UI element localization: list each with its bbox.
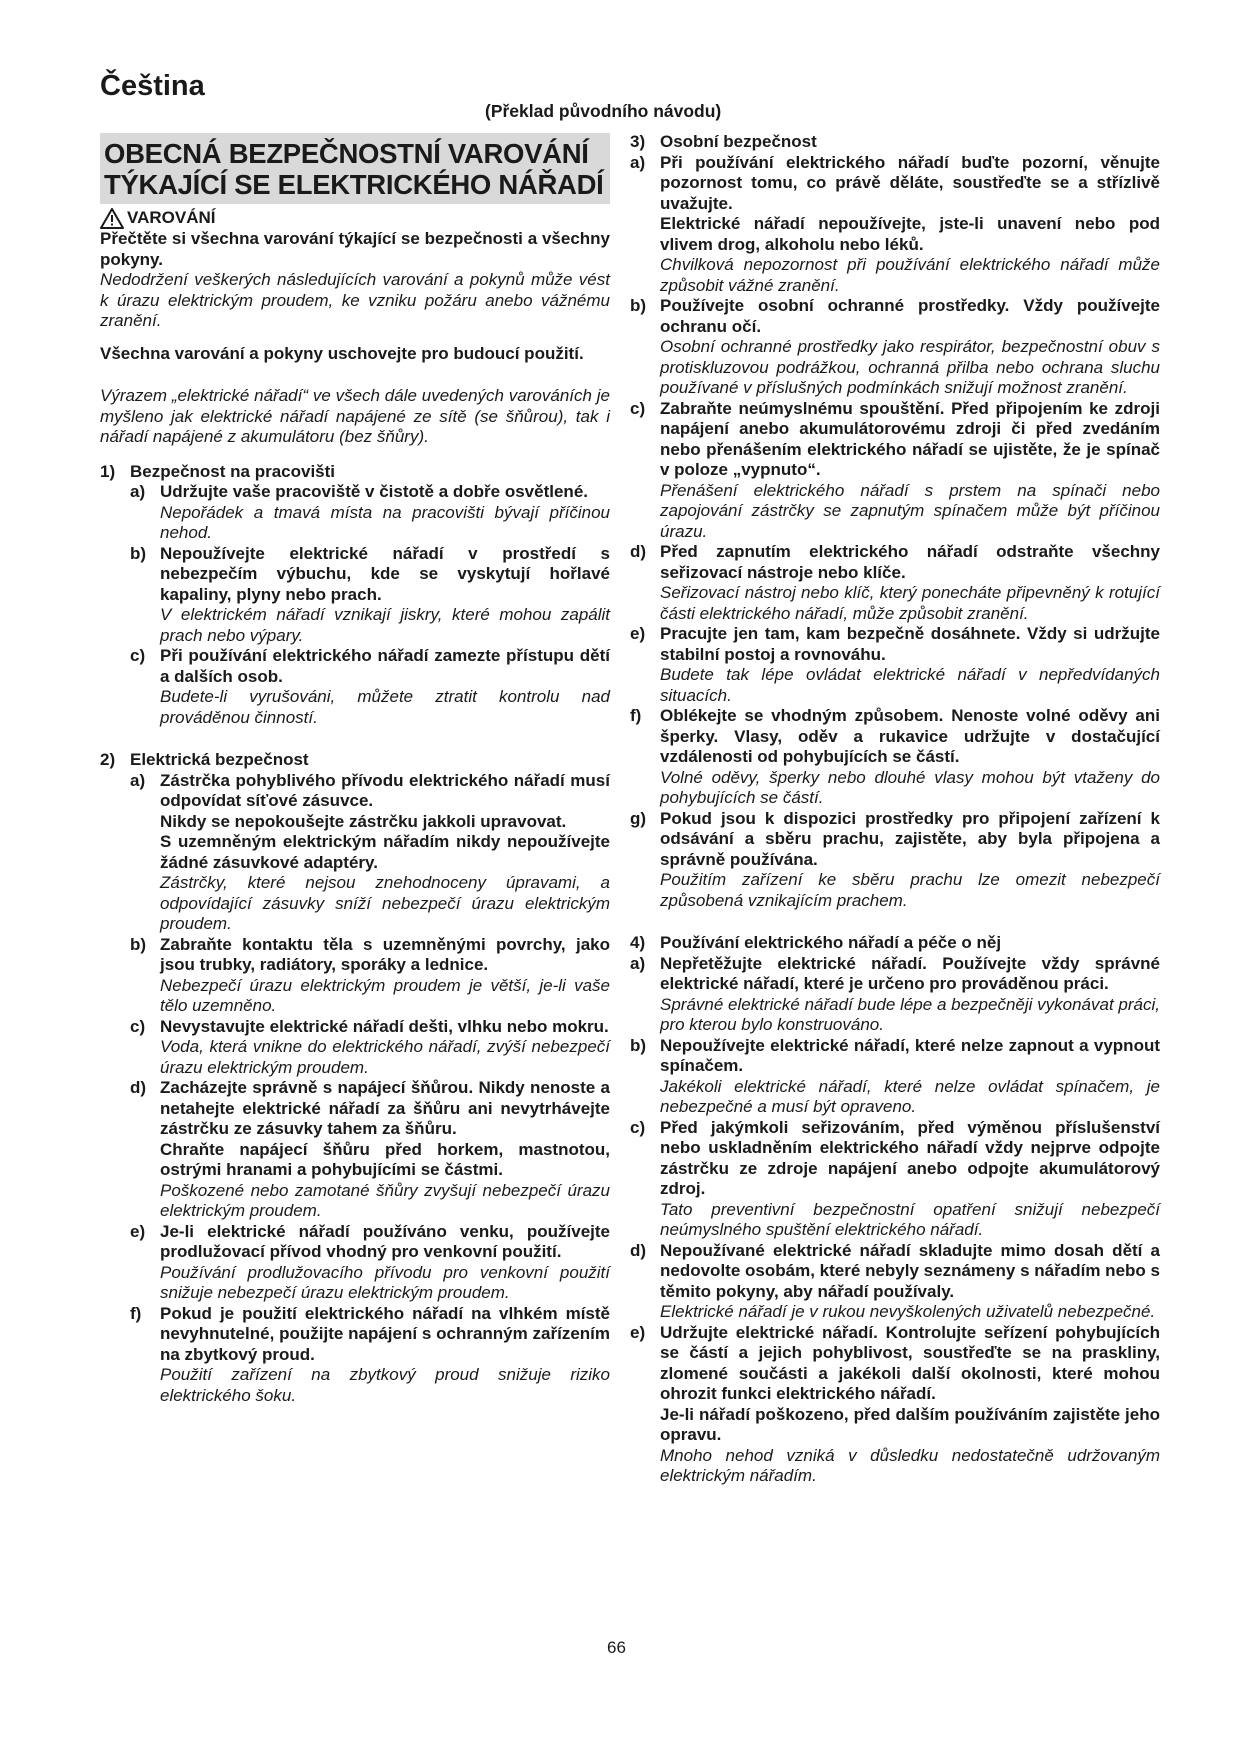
section-title: Používání elektrického nářadí a péče o něj	[660, 933, 1002, 952]
item-rule: Před zapnutím elektrického nářadí odstraňte všechny seřizovací nástroje nebo klíče.	[660, 542, 1160, 582]
item-letter: b)	[130, 934, 147, 954]
item-explanation: Nepořádek a tmavá místa na pracovišti bývají příčinou nehod.	[160, 502, 610, 542]
section-title: Bezpečnost na pracovišti	[130, 461, 336, 481]
item-explanation: Mnoho nehod vzniká v důsledku nedostatečně udržovaným elektrickým nářadím.	[660, 1445, 1160, 1485]
item-explanation: Používání prodlužovacího přívodu pro venkovní použití snižuje nebezpečí úrazu elektrickým proudem.	[160, 1262, 610, 1302]
item-explanation: Poškozené nebo zamotané šňůry zvyšují nebezpečí úrazu elektrickým proudem.	[160, 1180, 610, 1220]
item-rule-2: Chraňte napájecí šňůru před horkem, mastnotou, ostrými hranami a pohybujícími se částmi.	[160, 1139, 610, 1179]
list-item	[630, 624, 1160, 706]
item-rule: Je-li elektrické nářadí používáno venku, používejte prodlužovací přívod vhodný pro venkovní použití.	[160, 1221, 610, 1261]
item-explanation: Osobní ochranné prostředky jako respirátor, bezpečnostní obuv s protiskluzovou podrážkou, ochranná přilba nebo ochrana sluchu používané v příslušných podmínkách snižují možnost zranění.	[660, 337, 1160, 397]
warning-triangle-icon	[100, 208, 124, 229]
item-rule: Zacházejte správně s napájecí šňůrou. Nikdy nenoste a netahejte elektrické nářadí za šňůru ani nevytrhávejte zástrčku ze zásuvky tahem za šňůru.	[160, 1078, 610, 1138]
item-letter: c)	[130, 646, 146, 665]
item-letter: f)	[130, 1303, 142, 1323]
warning-consequence: Nedodržení veškerých následujících varování a pokynů může vést k úrazu elektrickým proudem, ke vzniku požáru anebo vážnému zranění.	[100, 270, 610, 330]
item-rule: Nepoužívané elektrické nářadí skladujte mimo dosah dětí a nedovolte osobám, které nebyly seznámeny s nářadím nebo s těmito pokyny, aby nářadí používaly.	[660, 1240, 1160, 1301]
item-explanation: Seřizovací nástroj nebo klíč, který ponecháte připevněný k rotující části elektrického nářadí, může způsobit zranění.	[660, 583, 1160, 623]
item-letter: b)	[630, 296, 647, 315]
warning-heading	[100, 208, 610, 229]
section-personal-safety	[630, 132, 1160, 911]
item-explanation: Správné elektrické nářadí bude lépe a bezpečněji vykonávat práci, pro kterou bylo konstruováno.	[660, 994, 1160, 1034]
item-explanation: Použitím zařízení ke sběru prachu lze omezit nebezpečí způsobená vznikajícím prachem.	[660, 870, 1160, 910]
item-explanation: Elektrické nářadí je v rukou nevyškolených uživatelů nebezpečné.	[660, 1302, 1156, 1321]
item-explanation: Použití zařízení na zbytkový proud snižuje riziko elektrického šoku.	[160, 1365, 610, 1405]
item-rule: Zabraňte neúmyslnému spouštění. Před připojením ke zdroji napájení anebo akumulátorovému zdroji či před zvedáním nebo přenášením elektrického nářadí se ujistěte, že je spínač v poloze „vypnuto“.	[660, 398, 1160, 479]
item-explanation: Volné oděvy, šperky nebo dlouhé vlasy mohou být vtaženy do pohybujících se částí.	[660, 767, 1160, 807]
language-heading: Čeština	[100, 70, 205, 102]
item-letter: a)	[630, 953, 646, 973]
list-item	[630, 153, 1160, 297]
item-rule-3: S uzemněným elektrickým nářadím nikdy nepoužívejte žádné zásuvkové adaptéry.	[160, 832, 610, 872]
item-letter: f)	[630, 706, 642, 725]
list-item	[630, 1036, 1160, 1118]
item-explanation: Chvilková nepozornost při používání elektrického nářadí může způsobit vážné zranění.	[660, 255, 1160, 295]
item-rule: Udržujte vaše pracoviště v čistotě a dobře osvětlené.	[160, 482, 588, 501]
list-item	[630, 706, 1160, 809]
item-letter: d)	[630, 542, 647, 561]
item-rule: Při používání elektrického nářadí zamezte přístupu dětí a dalších osob.	[160, 646, 610, 686]
item-explanation: Nebezpečí úrazu elektrickým proudem je větší, je-li vaše tělo uzemněno.	[160, 975, 610, 1015]
section-number: 3)	[630, 132, 646, 151]
item-letter: d)	[630, 1240, 647, 1260]
list-item	[630, 1241, 1160, 1323]
section-number: 1)	[100, 461, 116, 481]
item-letter: a)	[130, 482, 146, 501]
list-item	[630, 1323, 1160, 1487]
section-tool-use-care	[630, 933, 1160, 1487]
item-rule-2: Je-li nářadí poškozeno, před dalším používáním zajistěte jeho opravu.	[660, 1404, 1160, 1444]
section-number: 2)	[100, 750, 116, 769]
item-rule: Pracujte jen tam, kam bezpečně dosáhnete. Vždy si udržujte stabilní postoj a rovnováhu.	[660, 624, 1160, 664]
item-letter: a)	[130, 770, 146, 790]
item-explanation: Budete tak lépe ovládat elektrické nářadí v nepředvídaných situacích.	[660, 665, 1160, 705]
list-item	[630, 542, 1160, 624]
list-item	[100, 1017, 610, 1079]
warning-read-all: Přečtěte si všechna varování týkající se bezpečnosti a všechny pokyny.	[100, 229, 610, 269]
list-item	[630, 809, 1160, 912]
item-letter: a)	[630, 152, 646, 172]
list-item	[100, 935, 610, 1017]
item-rule: Používejte osobní ochranné prostředky. Vždy používejte ochranu očí.	[660, 296, 1160, 336]
section-electrical-safety	[100, 750, 610, 1406]
item-explanation: Přenášení elektrického nářadí s prstem na spínači nebo zapojování zástrčky se zapnutým spínačem může být příčinou úrazu.	[660, 480, 1160, 541]
item-rule: Nepřetěžujte elektrické nářadí. Používejte vždy správné elektrické nářadí, které je určeno pro prováděnou práci.	[660, 953, 1160, 993]
warning-keep: Všechna varování a pokyny uschovejte pro budoucí použití.	[100, 343, 584, 363]
item-rule: Nevystavujte elektrické nářadí dešti, vlhku nebo mokru.	[160, 1016, 609, 1036]
item-letter: c)	[630, 1117, 646, 1137]
item-letter: e)	[630, 624, 646, 643]
item-rule: Před jakýmkoli seřizováním, před výměnou příslušenství nebo uskladněním elektrického nářadí vždy nejprve odpojte zástrčku ze zdroje napájení anebo odpojte akumulátorový zdroj.	[660, 1117, 1160, 1198]
item-letter: b)	[630, 1035, 647, 1055]
item-explanation: Tato preventivní bezpečnostní opatření snižují nebezpečí neúmyslného spuštění elektrického nářadí.	[660, 1199, 1160, 1239]
list-item	[630, 1118, 1160, 1241]
item-explanation: Budete-li vyrušováni, můžete ztratit kontrolu nad prováděnou činností.	[160, 687, 610, 727]
item-rule: Zabraňte kontaktu těla s uzemněnými povrchy, jako jsou trubky, radiátory, sporáky a lednice.	[160, 934, 610, 974]
item-rule: Pokud jsou k dispozici prostředky pro připojení zařízení k odsávání a sběru prachu, zajistěte, aby byla připojena a správně používána.	[660, 808, 1160, 869]
list-item	[100, 1222, 610, 1304]
warning-label: VAROVÁNÍ	[127, 208, 216, 228]
item-letter: b)	[130, 543, 147, 563]
item-explanation: Zástrčky, které nejsou znehodnoceny úpravami, a odpovídající zásuvky sníží nebezpečí úrazu elektrickým proudem.	[160, 873, 610, 933]
item-rule: Zástrčka pohyblivého přívodu elektrického nářadí musí odpovídat síťové zásuvce.	[160, 770, 610, 810]
item-letter: c)	[130, 1016, 146, 1036]
page-number: 66	[607, 1638, 626, 1657]
item-rule: Nepoužívejte elektrické nářadí, které nelze zapnout a vypnout spínačem.	[660, 1035, 1160, 1075]
list-item	[100, 1078, 610, 1222]
right-column	[630, 132, 1160, 1487]
section-work-area	[100, 462, 610, 729]
definition-text: Výrazem „elektrické nářadí“ ve všech dále uvedených varováních je myšleno jak elektrické nářadí napájené ze sítě (se šňůrou), tak i nářadí napájené z akumulátoru (bez šňůry).	[100, 386, 610, 446]
section-title: Osobní bezpečnost	[660, 132, 817, 151]
item-explanation: V elektrickém nářadí vznikají jiskry, které mohou zapálit prach nebo výpary.	[160, 605, 610, 645]
item-letter: d)	[130, 1078, 147, 1097]
list-item	[630, 296, 1160, 399]
list-item	[100, 646, 610, 728]
left-column	[100, 133, 610, 1406]
item-rule: Nepoužívejte elektrické nářadí v prostředí s nebezpečím výbuchu, kde se vyskytují hořlavé kapaliny, plyny nebo prach.	[160, 543, 610, 604]
item-explanation: Jakékoli elektrické nářadí, které nelze ovládat spínačem, je nebezpečné a musí být opraveno.	[660, 1076, 1160, 1116]
item-rule: Oblékejte se vhodným způsobem. Nenoste volné oděvy ani šperky. Vlasy, oděv a rukavice udržujte v dostačující vzdálenosti od pohybujících se částí.	[660, 706, 1160, 766]
list-item	[630, 399, 1160, 543]
item-letter: e)	[130, 1221, 146, 1241]
list-item	[100, 771, 610, 935]
item-letter: c)	[630, 398, 646, 418]
translation-subtitle: (Překlad původního návodu)	[485, 101, 722, 121]
list-item	[100, 482, 610, 544]
item-rule-2: Nikdy se nepokoušejte zástrčku jakkoli upravovat.	[160, 811, 567, 831]
list-item	[630, 954, 1160, 1036]
list-item	[100, 544, 610, 647]
section-title: Elektrická bezpečnost	[130, 750, 309, 769]
item-rule: Při používání elektrického nářadí buďte pozorní, věnujte pozornost tomu, co právě děláte, soustřeďte se a střízlivě uvažujte.	[660, 152, 1160, 213]
item-rule-2: Elektrické nářadí nepoužívejte, jste-li unavení nebo pod vlivem drog, alkoholu nebo léků.	[660, 214, 1160, 254]
item-rule: Udržujte elektrické nářadí. Kontrolujte seřízení pohybujících se částí a jejich pohyblivost, soustřeďte se na praskliny, zlomené součásti a jakékoli další okolnosti, které mohou ohrozit funkci elektrického nářadí.	[660, 1322, 1160, 1403]
item-rule: Pokud je použití elektrického nářadí na vlhkém místě nevyhnutelné, použijte napájení s ochranným zařízením na zbytkový proud.	[160, 1303, 610, 1364]
item-explanation: Voda, která vnikne do elektrického nářadí, zvýší nebezpečí úrazu elektrickým proudem.	[160, 1037, 610, 1077]
item-letter: e)	[630, 1322, 646, 1342]
list-item	[100, 1304, 610, 1407]
main-title: OBECNÁ BEZPEČNOSTNÍ VAROVÁNÍ TÝKAJÍCÍ SE ELEKTRICKÉHO NÁŘADÍ	[100, 133, 610, 204]
section-number: 4)	[630, 933, 646, 952]
item-letter: g)	[630, 808, 647, 828]
